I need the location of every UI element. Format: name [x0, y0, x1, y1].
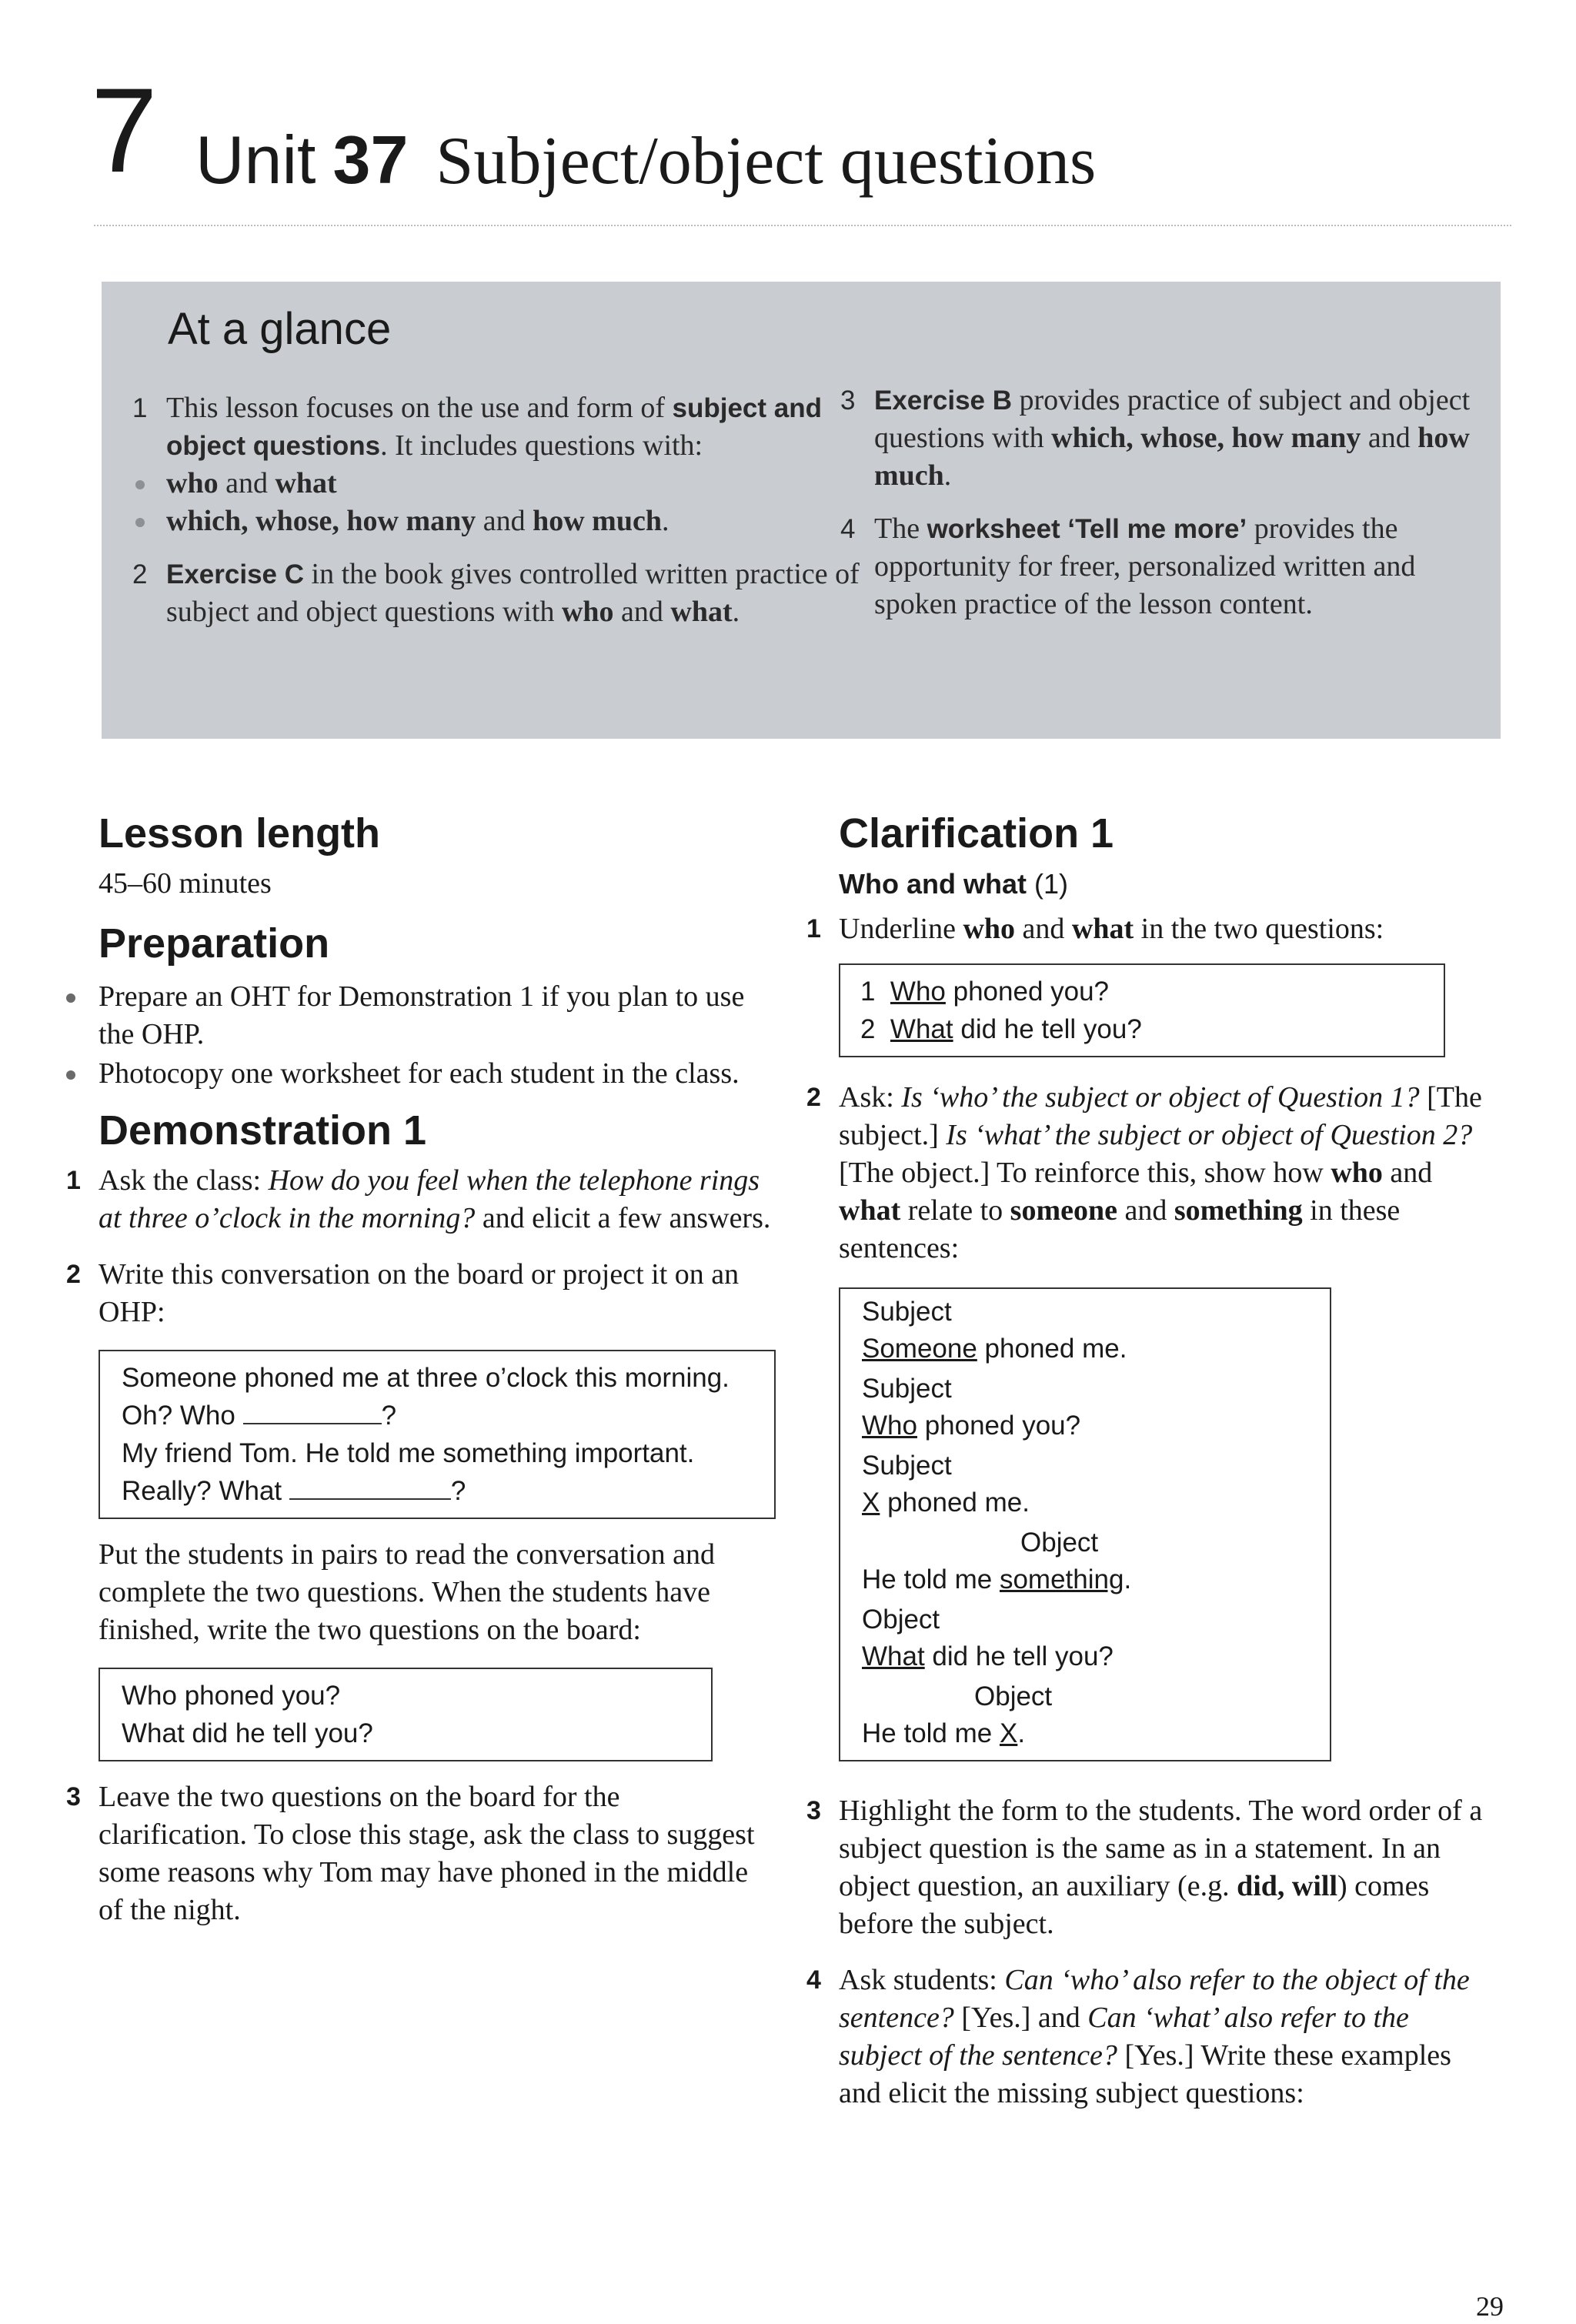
answer-blank: [243, 1423, 382, 1424]
glance-item-2: 2 Exercise C in the book gives controlled written practice of subject and object questions with who and what.: [132, 558, 860, 628]
glance-right-column: [840, 382, 1479, 639]
demonstration-heading: Demonstration 1: [98, 1107, 427, 1154]
questions-box: Who phoned you? What did he tell you?: [98, 1668, 713, 1761]
glance-left-column: [132, 389, 871, 646]
page-number: 29: [1476, 2291, 1504, 2322]
glance-title: At a glance: [168, 304, 392, 354]
demo-step-1: 1 Ask the class: How do you feel when the telephone rings at three o’clock in the morning? and elicit a few answers.: [66, 1164, 771, 1234]
right-column: [806, 810, 1493, 2112]
pairs-instruction: Put the students in pairs to read the conversation and complete the two questions. When the students have finished, write the two questions on the board:: [98, 1538, 715, 1646]
preparation-heading: Preparation: [98, 920, 330, 967]
prep-bullet: Prepare an OHT for Demonstration 1 if you plan to use the OHP.: [98, 978, 776, 1053]
glance-bullet: who and what: [132, 465, 871, 503]
at-a-glance-box: [102, 282, 1501, 739]
demo-step-3: 3 Leave the two questions on the board for the clarification. To close this stage, ask the class to suggest some reasons why Tom may have phoned in the middle of the night.: [66, 1781, 755, 1926]
glance-item-4: 4 The worksheet ‘Tell me more’ provides the opportunity for freer, personalized written and spoken practice of the lesson content.: [840, 513, 1416, 620]
clarification-subheading: Who and what (1): [839, 868, 1068, 900]
clar-step-4: 4 Ask students: Can ‘who’ also refer to the object of the sentence? [Yes.] and Can ‘what’ also refer to the subject of the sentence? [Yes.] Write these examples and elicit the missing subject questions:: [806, 1964, 1470, 2109]
lesson-length-text: 45–60 minutes: [98, 867, 272, 900]
unit-title: [195, 122, 1096, 200]
conversation-box: Someone phoned me at three o’clock this morning. Oh? Who ? My friend Tom. He told me something important. Really? What ?: [98, 1350, 776, 1519]
clar-step-1: 1 Underline who and what in the two questions:: [806, 913, 1384, 945]
clar-step-3: 3 Highlight the form to the students. The word order of a subject question is the same as in a statement. In an object question, an auxiliary (e.g. did, will) comes before the subject.: [806, 1795, 1483, 1940]
underline-questions-box: 1 Who phoned you? 2 What did he tell you?: [839, 963, 1445, 1057]
unit-topic: Subject/object questions: [436, 124, 1097, 199]
glance-bullet: which, whose, how many and how much.: [132, 503, 871, 540]
prep-bullet: Photocopy one worksheet for each student in the class.: [98, 1055, 776, 1093]
lesson-length-heading: Lesson length: [98, 810, 381, 856]
clar-step-2: 2 Ask: Is ‘who’ the subject or object of Question 1? [The subject.] Is ‘what’ the subject or object of Question 2? [The object.] To reinforce this, show how who and what relate to someone and something in these sentences:: [806, 1081, 1482, 1264]
answer-blank: [289, 1498, 451, 1500]
left-column: [66, 810, 776, 1929]
subject-object-box: Subject Someone phoned me. Subject Who phoned you? Subject X phoned me. Object He told me something. Object What did he tell you? Object He told me X.: [839, 1287, 1331, 1761]
header-divider: [94, 225, 1511, 226]
demo-step-2: 2 Write this conversation on the board or project it on an OHP:: [66, 1258, 740, 1328]
unit-word: Unit: [195, 122, 316, 198]
clarification-heading: Clarification 1: [839, 810, 1114, 856]
glance-item-3: 3 Exercise B provides practice of subject and object questions with which, whose, how many and how much.: [840, 384, 1471, 492]
glance-item-1: 1 This lesson focuses on the use and form of subject and object questions. It includes questions with: who and what which, whose, how many and how much.: [132, 389, 871, 540]
unit-number: 37: [332, 122, 409, 198]
chapter-number: 7: [91, 64, 158, 198]
